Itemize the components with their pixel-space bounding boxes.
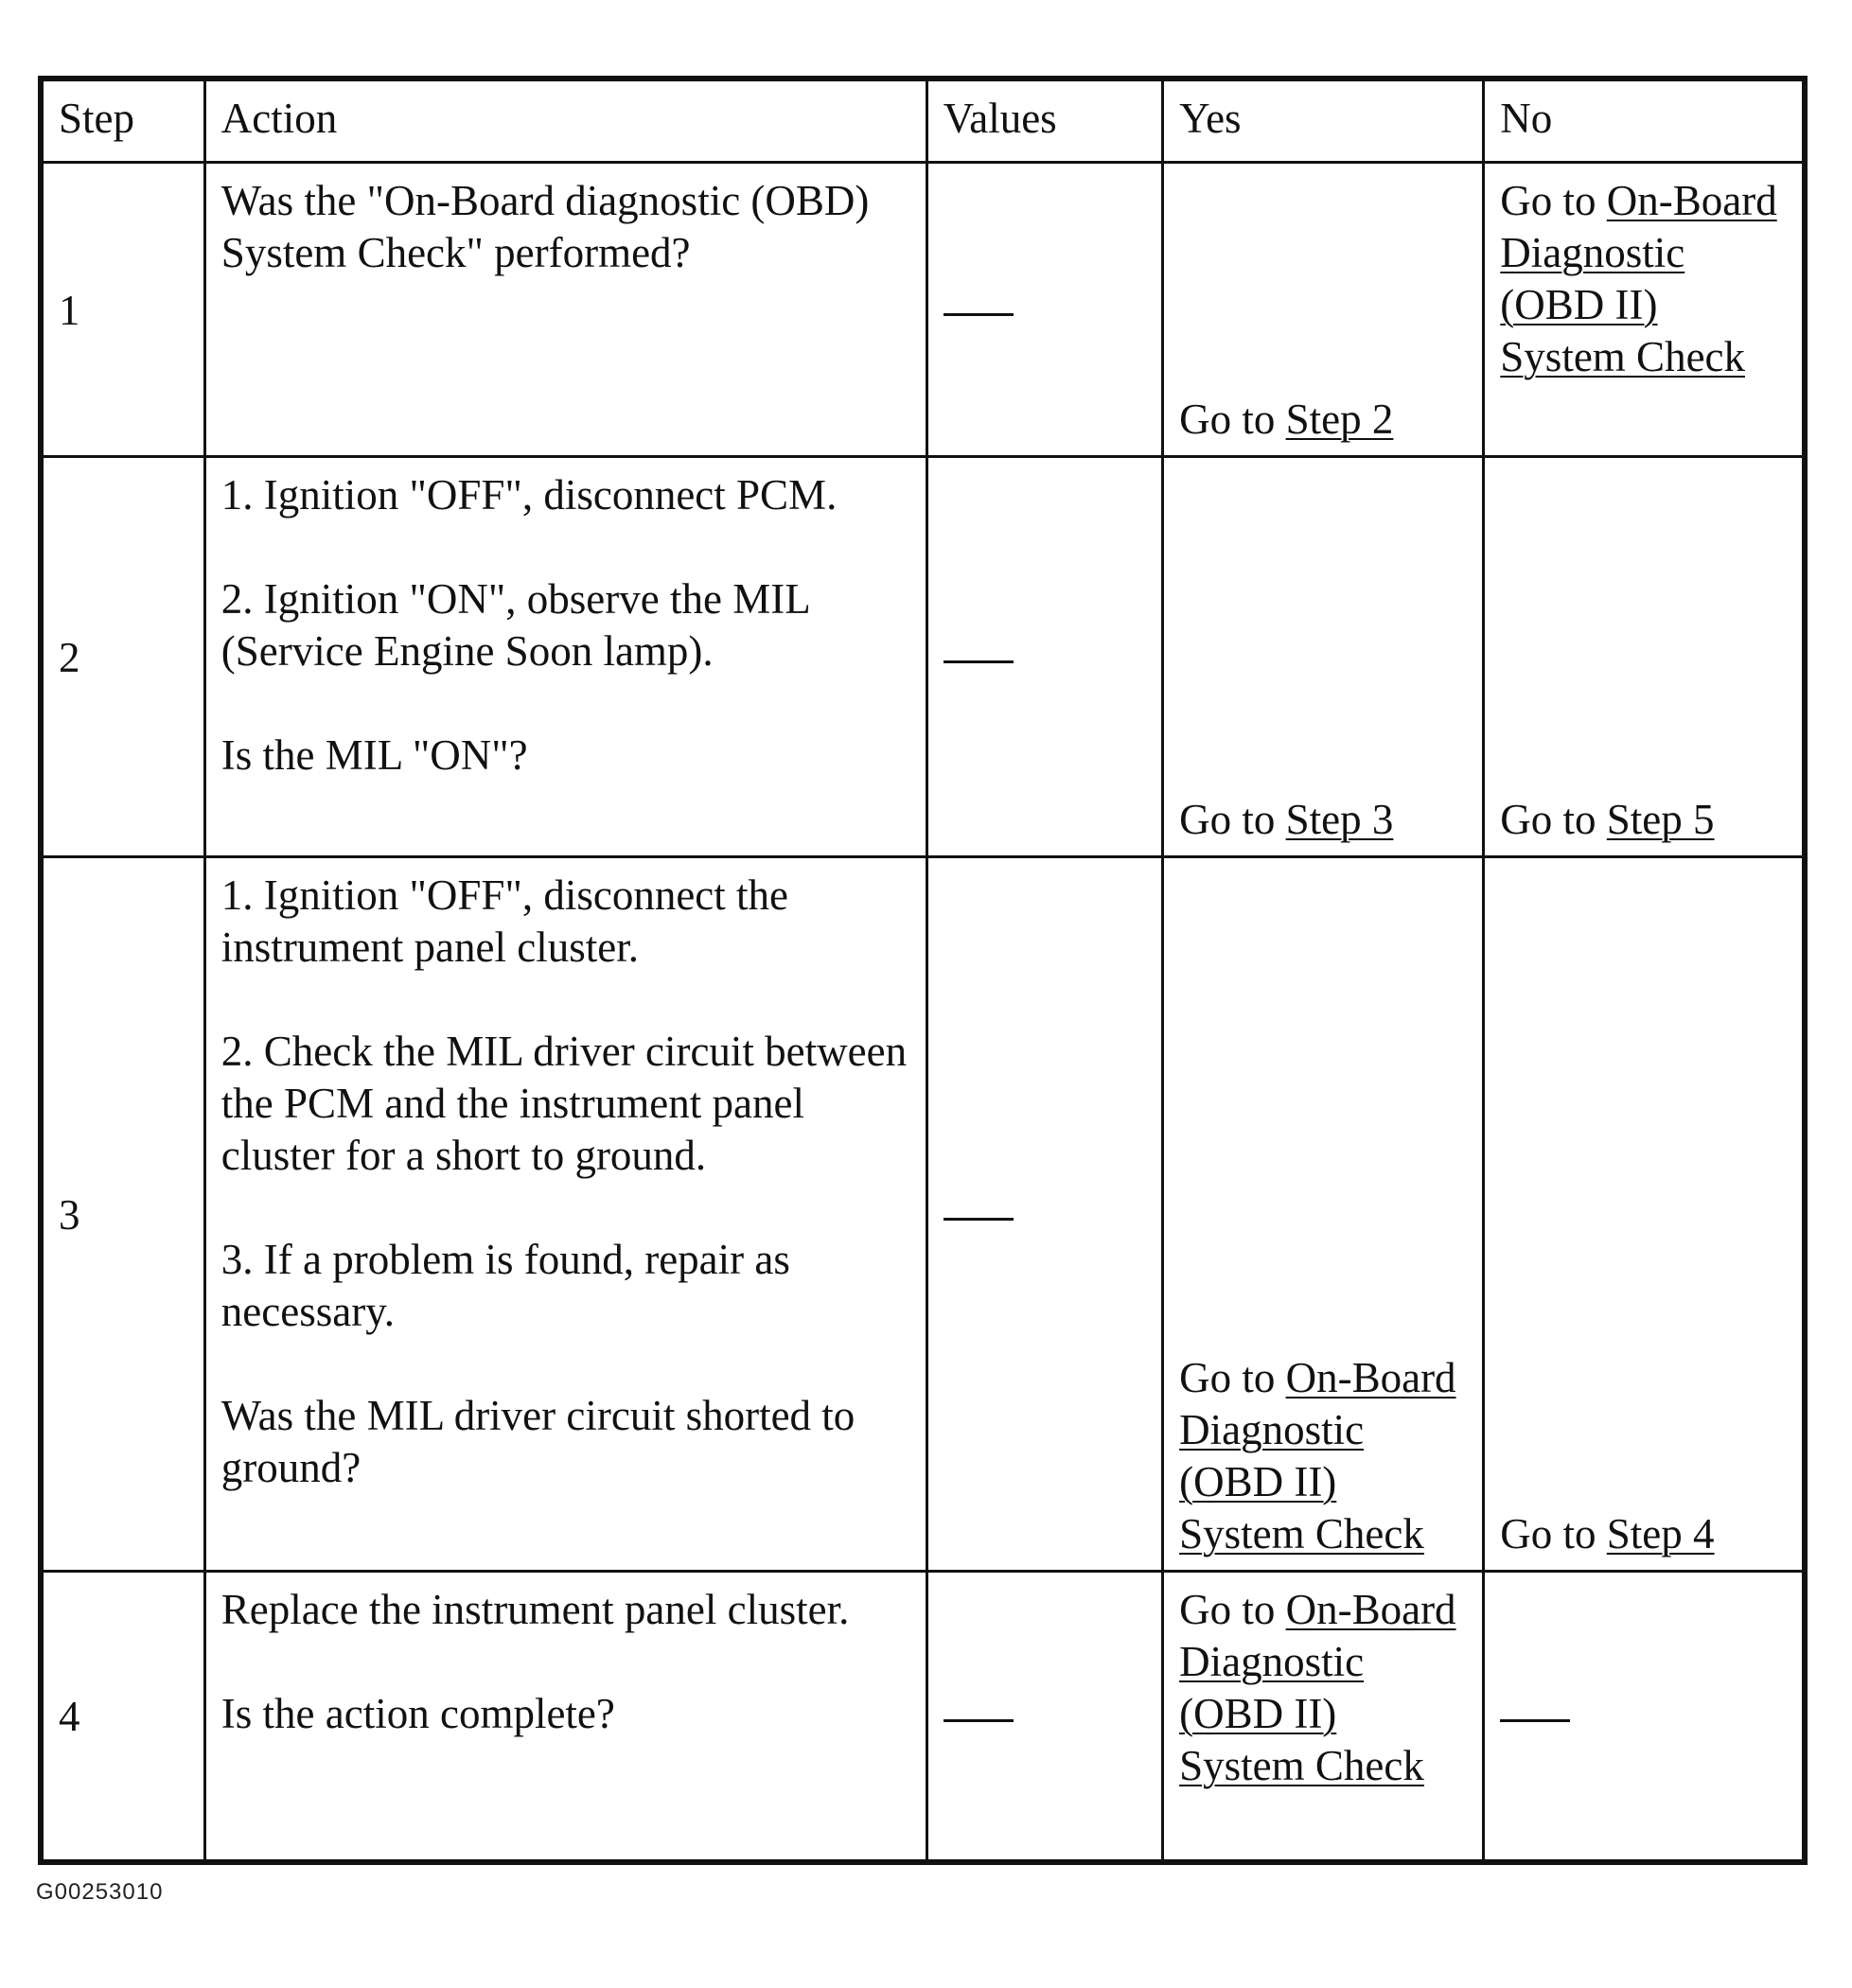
- step-number: 4: [41, 1572, 204, 1863]
- goto-prefix: Go to: [1179, 396, 1286, 443]
- action-text: 1. Ignition "OFF", disconnect PCM.: [220, 471, 838, 519]
- step-5-link[interactable]: Step 5: [1606, 796, 1715, 843]
- no-cell: [1484, 857, 1805, 1572]
- table-row: [41, 1572, 1805, 1863]
- goto-prefix: Go to: [1179, 1354, 1286, 1401]
- goto-prefix: Go to: [1500, 1510, 1607, 1557]
- header-row: [41, 79, 1805, 163]
- table-row: [41, 857, 1805, 1572]
- header-yes: Yes: [1163, 79, 1484, 163]
- action-text: 2. Ignition "ON", observe the MIL (Service Engine Soon lamp).: [220, 575, 810, 675]
- action-cell: [204, 1572, 926, 1863]
- step-number: 2: [41, 457, 204, 857]
- action-text: Was the "On-Board diagnostic (OBD) System Check" performed?: [220, 177, 870, 276]
- header-no: No: [1484, 79, 1805, 163]
- action-text: Replace the instrument panel cluster.: [220, 1586, 850, 1633]
- obd-system-check-link[interactable]: On-Board Diagnostic (OBD II) System Check: [1179, 1354, 1456, 1557]
- figure-id: G00253010: [36, 1879, 164, 1905]
- step-3-link[interactable]: Step 3: [1285, 796, 1394, 843]
- goto-prefix: Go to: [1179, 1586, 1286, 1633]
- no-cell: [1484, 163, 1805, 457]
- action-question: Is the MIL "ON"?: [220, 731, 528, 779]
- obd-system-check-link[interactable]: On-Board Diagnostic (OBD II) System Check: [1179, 1586, 1456, 1789]
- action-question: Was the MIL driver circuit shorted to ground?: [220, 1392, 855, 1491]
- action-cell: [204, 857, 926, 1572]
- action-text: 3. If a problem is found, repair as necessary.: [220, 1236, 790, 1335]
- goto-prefix: Go to: [1179, 796, 1286, 843]
- step-2-link[interactable]: Step 2: [1285, 396, 1394, 443]
- action-text: 1. Ignition "OFF", disconnect the instrument panel cluster.: [220, 871, 788, 971]
- values-cell: [926, 1572, 1162, 1863]
- table-row: [41, 457, 1805, 857]
- action-question: Is the action complete?: [220, 1690, 615, 1737]
- yes-cell: [1163, 1572, 1484, 1863]
- goto-prefix: Go to: [1500, 796, 1607, 843]
- empty-value-dash: [944, 660, 1014, 663]
- header-values: Values: [926, 79, 1162, 163]
- header-action: Action: [204, 79, 926, 163]
- values-cell: [926, 163, 1162, 457]
- action-text: 2. Check the MIL driver circuit between the PCM and the instrument panel cluster for a short to ground.: [220, 1028, 908, 1179]
- empty-value-dash: [1500, 1719, 1570, 1722]
- empty-value-dash: [944, 1218, 1014, 1221]
- table-row: [41, 163, 1805, 457]
- yes-cell: [1163, 457, 1484, 857]
- action-cell: [204, 457, 926, 857]
- no-cell: [1484, 457, 1805, 857]
- action-cell: [204, 163, 926, 457]
- header-step: Step: [41, 79, 204, 163]
- empty-value-dash: [944, 313, 1014, 316]
- empty-value-dash: [944, 1719, 1014, 1722]
- step-number: 3: [41, 857, 204, 1572]
- step-4-link[interactable]: Step 4: [1606, 1510, 1715, 1557]
- values-cell: [926, 457, 1162, 857]
- yes-cell: [1163, 857, 1484, 1572]
- no-cell: [1484, 1572, 1805, 1863]
- diagnostic-table: [38, 76, 1808, 1865]
- yes-cell: [1163, 163, 1484, 457]
- goto-prefix: Go to: [1500, 177, 1607, 224]
- values-cell: [926, 857, 1162, 1572]
- obd-system-check-link[interactable]: On-Board Diagnostic (OBD II) System Check: [1500, 177, 1777, 380]
- step-number: 1: [41, 163, 204, 457]
